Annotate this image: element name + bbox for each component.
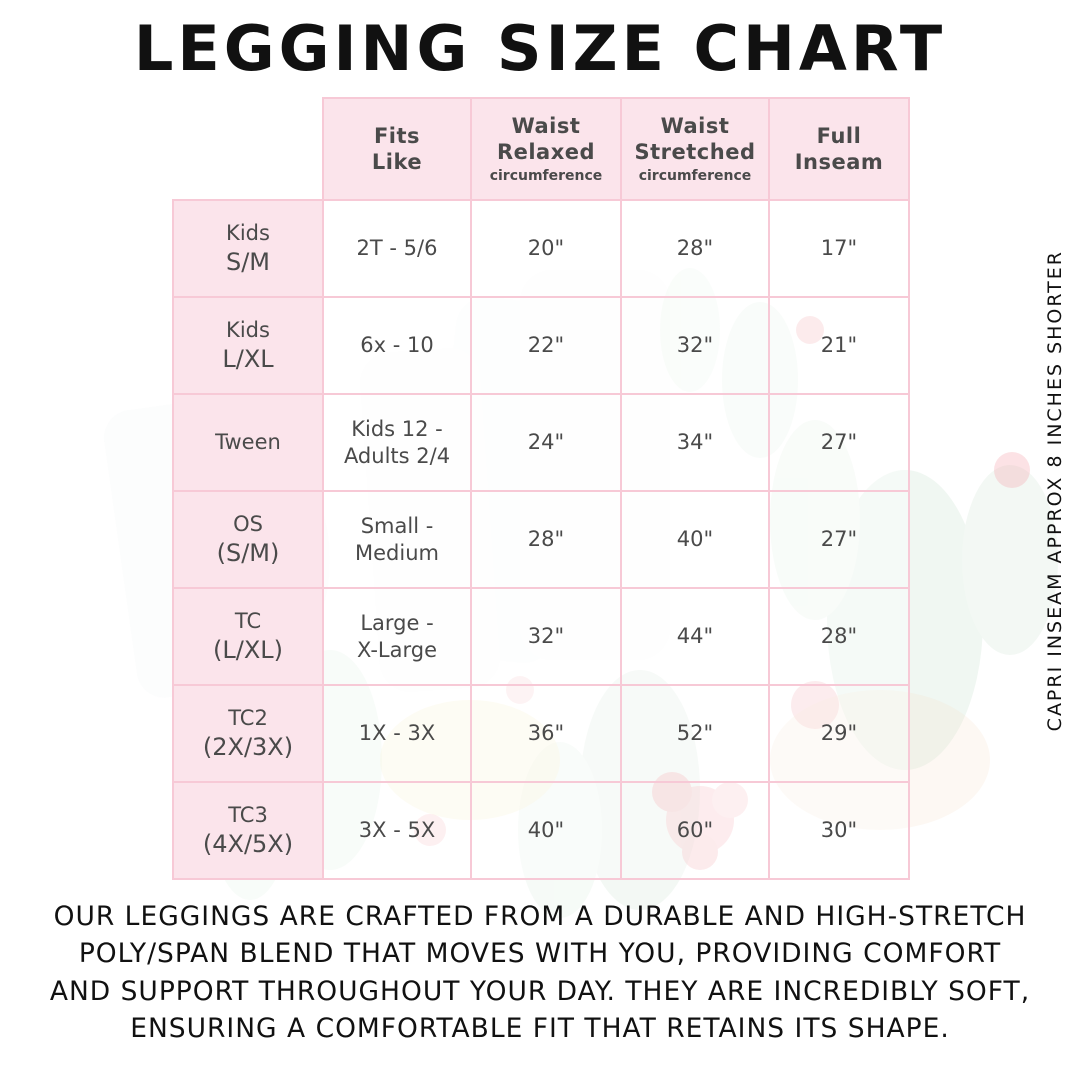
column-header-waist-relaxed: [471, 98, 621, 200]
row-label-line-1: Tween: [215, 430, 281, 455]
header-line-1: Fits: [373, 123, 421, 148]
cell-fits-like: [323, 588, 471, 685]
row-label-line-2: (S/M): [216, 538, 280, 567]
column-header-waist-stretched: [621, 98, 769, 200]
cell-text-line-1: Small -: [360, 514, 434, 539]
header-line-2: Stretched: [634, 140, 756, 165]
cell-text-line-2: Medium: [355, 540, 439, 565]
size-chart-table: [172, 97, 910, 880]
cell-fits-like: [323, 782, 471, 879]
cell-text-line-2: Adults 2/4: [343, 443, 451, 468]
page-title: LEGGING SIZE CHART: [133, 12, 947, 85]
cell-waist-stretched: 52": [621, 685, 769, 782]
header-line-1: Waist: [511, 114, 581, 138]
header-subtext: circumference: [638, 167, 752, 184]
cell-waist-stretched: 32": [621, 297, 769, 394]
cell-waist-relaxed: 28": [471, 491, 621, 588]
cell-waist-relaxed: 32": [471, 588, 621, 685]
cell-text-line-1: 3X - 5X: [358, 818, 436, 843]
header-line-2: Relaxed: [496, 140, 596, 165]
row-label-line-1: Kids: [226, 318, 270, 343]
cell-text-line-1: Kids 12 -: [351, 417, 443, 442]
row-label-line-2: (4X/5X): [202, 829, 294, 858]
cell-full-inseam: 27": [769, 394, 909, 491]
cell-fits-like: [323, 685, 471, 782]
row-label-line-1: TC: [234, 609, 262, 634]
cell-fits-like: [323, 200, 471, 297]
cell-waist-stretched: 44": [621, 588, 769, 685]
cell-waist-relaxed: 24": [471, 394, 621, 491]
row-label-line-2: S/M: [225, 247, 271, 276]
cell-waist-relaxed: 36": [471, 685, 621, 782]
cell-waist-stretched: 60": [621, 782, 769, 879]
table-row: [173, 200, 909, 297]
row-label-line-2: L/XL: [222, 344, 274, 373]
row-label-tc: [173, 588, 323, 685]
header-line-2: Like: [371, 150, 423, 174]
header-line-1: Full: [816, 123, 862, 148]
table-row: [173, 685, 909, 782]
cell-waist-relaxed: 22": [471, 297, 621, 394]
footer-line-2: POLY/SPAN BLEND THAT MOVES WITH YOU, PROVIDING COMFORT: [78, 938, 1002, 970]
cell-waist-relaxed: 20": [471, 200, 621, 297]
table-header-row: [173, 98, 909, 200]
cell-full-inseam: 30": [769, 782, 909, 879]
cell-waist-relaxed: 40": [471, 782, 621, 879]
size-chart-table-wrapper: [172, 97, 910, 880]
cell-full-inseam: 21": [769, 297, 909, 394]
row-label-tween: [173, 394, 323, 491]
cell-waist-stretched: 34": [621, 394, 769, 491]
row-label-line-1: OS: [233, 512, 263, 537]
cell-full-inseam: 27": [769, 491, 909, 588]
cell-text-line-1: 1X - 3X: [358, 721, 436, 746]
cell-text-line-2: X-Large: [356, 637, 437, 662]
cell-fits-like: [323, 394, 471, 491]
header-line-2: Inseam: [794, 150, 884, 174]
cell-fits-like: [323, 491, 471, 588]
row-label-line-2: (2X/3X): [202, 732, 294, 761]
row-label-line-1: TC3: [228, 803, 268, 828]
cell-text-line-1: 2T - 5/6: [356, 236, 438, 261]
header-line-1: Waist: [660, 114, 730, 138]
capri-inseam-note: CAPRI INSEAM APPROX 8 INCHES SHORTER: [1044, 250, 1066, 732]
cell-text-line-1: 6x - 10: [360, 333, 434, 358]
cell-full-inseam: 17": [769, 200, 909, 297]
row-label-line-1: Kids: [226, 221, 270, 246]
cell-full-inseam: 29": [769, 685, 909, 782]
header-subtext: circumference: [489, 167, 603, 184]
cell-waist-stretched: 40": [621, 491, 769, 588]
table-row: [173, 491, 909, 588]
row-label-kids-sm: [173, 200, 323, 297]
cell-full-inseam: 28": [769, 588, 909, 685]
footer-line-4: ENSURING A COMFORTABLE FIT THAT RETAINS ITS SHAPE.: [130, 1013, 950, 1045]
row-label-tc3: [173, 782, 323, 879]
cell-waist-stretched: 28": [621, 200, 769, 297]
footer-description: [0, 898, 1080, 1049]
footer-line-3: AND SUPPORT THROUGHOUT YOUR DAY. THEY ARE INCREDIBLY SOFT,: [49, 975, 1031, 1007]
row-label-tc2: [173, 685, 323, 782]
row-label-line-2: (L/XL): [213, 635, 283, 664]
footer-line-1: OUR LEGGINGS ARE CRAFTED FROM A DURABLE AND HIGH-STRETCH: [53, 900, 1027, 932]
table-row: [173, 588, 909, 685]
row-label-line-1: TC2: [228, 706, 268, 731]
cell-text-line-1: Large -: [360, 611, 434, 636]
row-label-kids-lxl: [173, 297, 323, 394]
row-label-os: [173, 491, 323, 588]
table-row: [173, 297, 909, 394]
table-row: [173, 394, 909, 491]
column-header-full-inseam: [769, 98, 909, 200]
column-header-fits-like: [323, 98, 471, 200]
table-row: [173, 782, 909, 879]
cell-fits-like: [323, 297, 471, 394]
table-corner-cell: [173, 98, 323, 200]
